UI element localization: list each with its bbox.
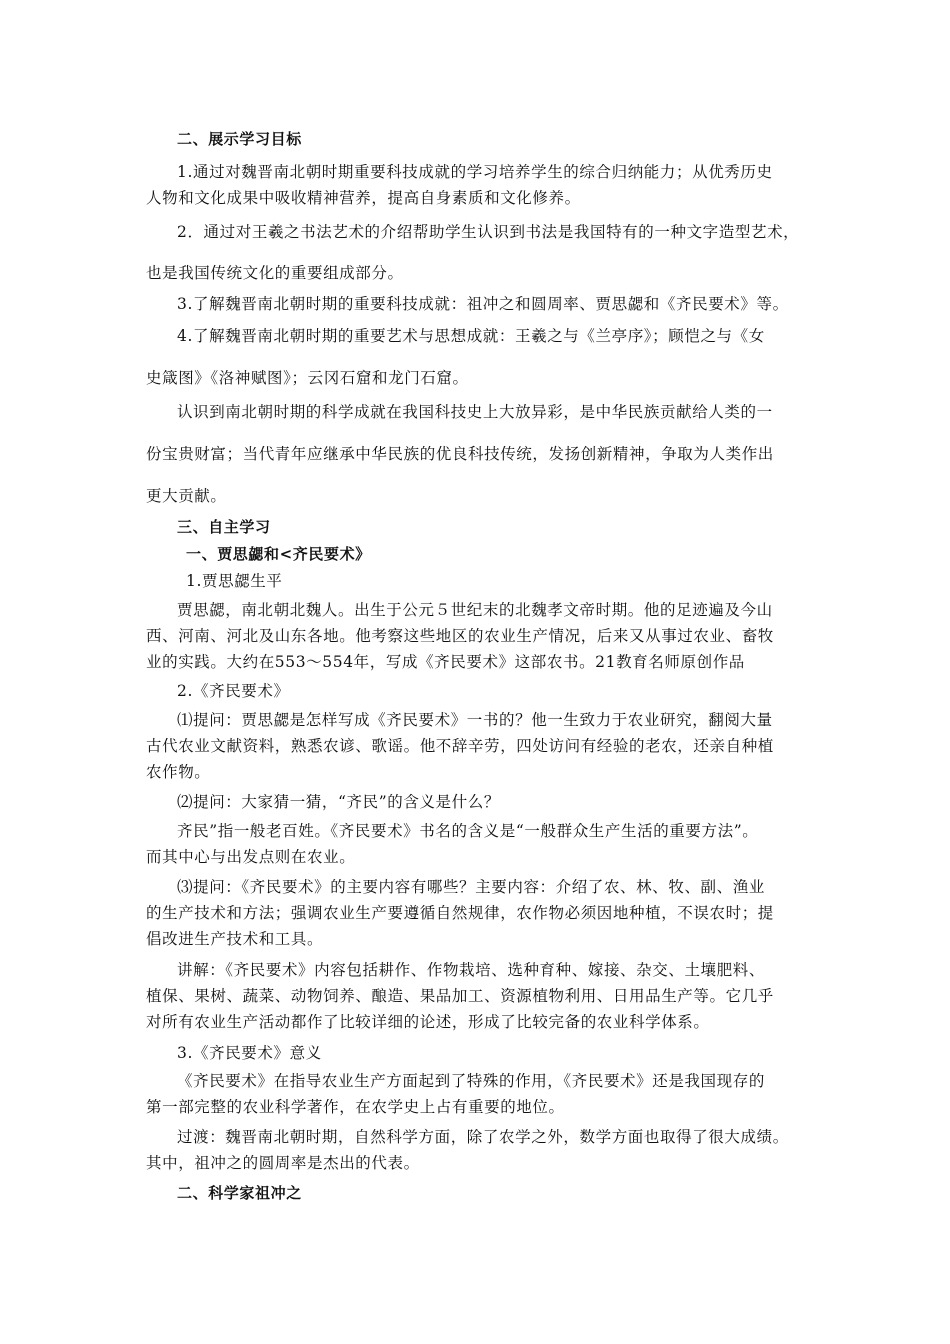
- point-1-line-3: 业的实践。大约在553～554年，写成《齐民要术》这部农书。21教育名师原创作品: [146, 653, 745, 671]
- transition-line-2: 其中，祖冲之的圆周率是杰出的代表。: [146, 1154, 420, 1172]
- goal-1-line-2: 人物和文化成果中吸收精神营养，提高自身素质和文化修养。: [146, 189, 581, 207]
- goal-4-line-2: 史箴图》《洛神赋图》；云冈石窟和龙门石窟。: [146, 369, 469, 387]
- subsection-heading-zu-chongzhi: 二、科学家祖冲之: [177, 1184, 302, 1202]
- point-2-title: 2.《齐民要术》: [177, 682, 290, 700]
- goal-5-line-3: 更大贡献。: [146, 487, 227, 505]
- goal-1-line-1: 1.通过对魏晋南北朝时期重要科技成就的学习培养学生的综合归纳能力；从优秀历史: [177, 163, 773, 181]
- point-3-title: 3.《齐民要术》意义: [177, 1044, 322, 1062]
- explanation-line-1: 讲解：《齐民要术》内容包括耕作、作物栽培、选种育种、嫁接、杂交、土壤肥料、: [177, 961, 765, 979]
- goal-4-line-1: 4.了解魏晋南北朝时期的重要艺术与思想成就：王羲之与《兰亭序》；顾恺之与《女: [177, 327, 765, 345]
- question-1-line-3: 农作物。: [146, 763, 211, 781]
- question-2-answer-line-2: 而其中心与出发点则在农业。: [146, 848, 356, 866]
- question-3-line-2: 的生产技术和方法；强调农业生产要遵循自然规律，农作物必须因地种植，不误农时；提: [146, 904, 774, 922]
- goal-3: 3.了解魏晋南北朝时期的重要科技成就：祖冲之和圆周率、贾思勰和《齐民要术》等。: [177, 295, 789, 313]
- point-1-title: 1.贾思勰生平: [186, 572, 283, 590]
- section-heading-self-study: 三、自主学习: [177, 518, 271, 536]
- point-3-line-1: 《齐民要术》在指导农业生产方面起到了特殊的作用，《齐民要术》还是我国现存的: [177, 1072, 765, 1090]
- question-1-line-2: 古代农业文献资料，熟悉农谚、歌谣。他不辞辛劳，四处访问有经验的老农，还亲自种植: [146, 737, 774, 755]
- point-3-line-2: 第一部完整的农业科学著作，在农学史上占有重要的地位。: [146, 1098, 565, 1116]
- point-1-line-1: 贾思勰，南北朝北魏人。出生于公元５世纪末的北魏孝文帝时期。他的足迹遍及今山: [177, 601, 773, 619]
- goal-5-line-2: 份宝贵财富；当代青年应继承中华民族的优良科技传统，发扬创新精神，争取为人类作出: [146, 445, 774, 463]
- question-3-line-1: ⑶提问：《齐民要术》的主要内容有哪些？主要内容：介绍了农、林、牧、副、渔业: [177, 878, 765, 896]
- question-2-answer-line-1: 齐民”指一般老百姓。《齐民要术》书名的含义是“一般群众生产生活的重要方法”。: [177, 822, 759, 840]
- goal-5-line-1: 认识到南北朝时期的科学成就在我国科技史上大放异彩，是中华民族贡献给人类的一: [177, 403, 773, 421]
- explanation-line-2: 植保、果树、蔬菜、动物饲养、酿造、果品加工、资源植物利用、日用品生产等。它几乎: [146, 987, 774, 1005]
- point-1-line-2: 西、河南、河北及山东各地。他考察这些地区的农业生产情况，后来又从事过农业、畜牧: [146, 627, 774, 645]
- question-2: ⑵提问：大家猜一猜，“齐民”的含义是什么？: [177, 793, 500, 811]
- explanation-line-3: 对所有农业生产活动都作了比较详细的论述，形成了比较完备的农业科学体系。: [146, 1013, 710, 1031]
- goal-2-line-1: 2．通过对王羲之书法艺术的介绍帮助学生认识到书法是我国特有的一种文字造型艺术，: [177, 223, 800, 241]
- question-1-line-1: ⑴提问：贾思勰是怎样写成《齐民要术》一书的？他一生致力于农业研究，翻阅大量: [177, 711, 773, 729]
- question-3-line-3: 倡改进生产技术和工具。: [146, 930, 324, 948]
- section-heading-goals: 二、展示学习目标: [177, 130, 302, 148]
- transition-line-1: 过渡：魏晋南北朝时期，自然科学方面，除了农学之外，数学方面也取得了很大成绩。: [177, 1128, 789, 1146]
- subsection-heading-jia-sixie: 一、贾思勰和<齐民要术》: [186, 545, 371, 563]
- goal-2-line-2: 也是我国传统文化的重要组成部分。: [146, 264, 404, 282]
